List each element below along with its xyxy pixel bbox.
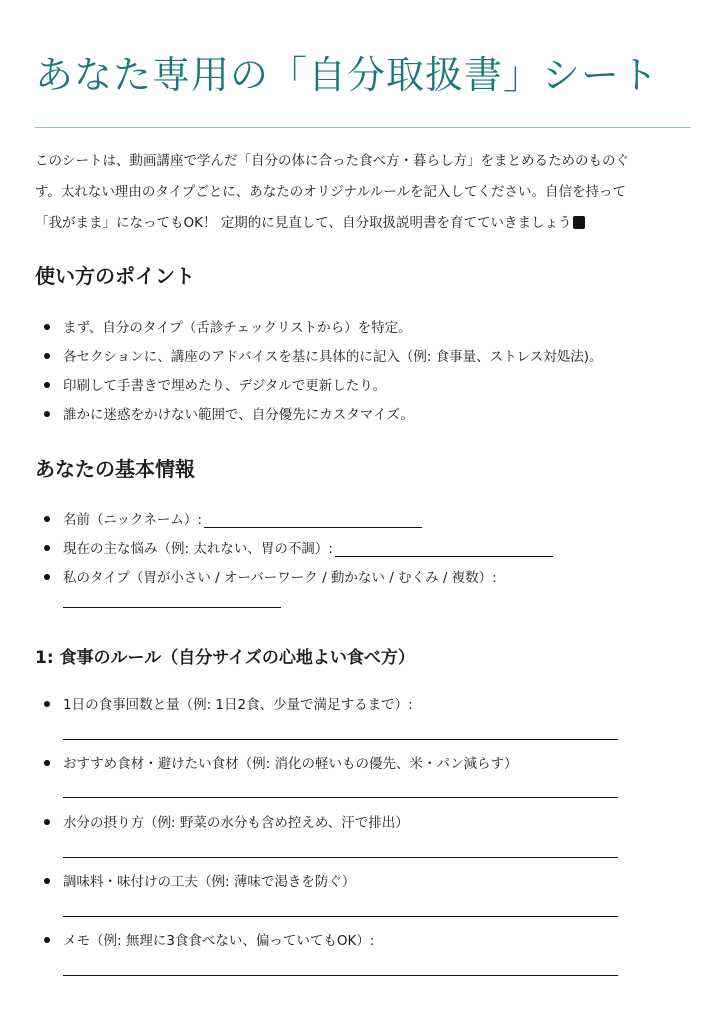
usage-item-1: まず、自分のタイプ（舌診チェックリストから）を特定。 xyxy=(44,316,684,345)
usage-heading: 使い方のポイント xyxy=(35,264,195,288)
basic-item-type xyxy=(44,566,684,616)
usage-item-2: 各セクションに、講座のアドバイスを基に具体的に記入（例: 食事量、ストレス対処法)。 xyxy=(44,345,684,374)
section1-item-4: 調味料・味付けの工夫（例: 薄味で渇きを防ぐ） xyxy=(44,870,684,929)
intro-paragraph xyxy=(35,146,695,239)
basic-item-concern xyxy=(44,537,684,566)
name-label: 名前（ニックネーム）: xyxy=(63,512,202,528)
intro-line-2: す。太れない理由のタイプごとに、あなたのオリジナルルールを記入してください。自信を持って xyxy=(35,184,626,200)
page-title: あなた専用の「自分取扱書」シート xyxy=(35,53,660,97)
usage-item-3: 印刷して手書きで埋めたり、デジタルで更新したり。 xyxy=(44,374,684,403)
name-blank-line[interactable] xyxy=(204,513,422,528)
section1-fill-line-4[interactable] xyxy=(63,916,618,917)
section1-fill-line-1[interactable] xyxy=(63,739,618,740)
usage-list xyxy=(44,316,684,432)
intro-line-3: 「我がまま」になってもOK！ 定期的に見直して、自分取扱説明書を育てていきましょう xyxy=(35,215,572,231)
intro-line-1: このシートは、動画講座で学んだ「自分の体に合った食べ方・暮らし方」をまとめるためのものぐ xyxy=(35,153,629,169)
basic-item-name xyxy=(44,508,684,537)
usage-item-4: 誰かに迷惑をかけない範囲で、自分優先にカスタマイズ。 xyxy=(44,403,684,432)
section1-fill-line-2[interactable] xyxy=(63,797,618,798)
type-label: 私のタイプ（胃が小さい / オーバーワーク / 動かない / むくみ / 複数）: xyxy=(63,570,497,586)
basic-info-list xyxy=(44,508,684,616)
type-blank-line[interactable] xyxy=(63,607,281,608)
section1-item-1: 1日の食事回数と量（例: 1日2食、少量で満足するまで）: xyxy=(44,693,684,752)
section1-item-3: 水分の摂り方（例: 野菜の水分も含め控えめ、汗で排出） xyxy=(44,811,684,870)
section1-heading: 1: 食事のルール（自分サイズの心地よい食べ方） xyxy=(35,648,415,668)
section1-fill-line-3[interactable] xyxy=(63,857,618,858)
section1-item-2: おすすめ食材・避けたい食材（例: 消化の軽いもの優先、米・パン減らす） xyxy=(44,752,684,811)
concern-label: 現在の主な悩み（例: 太れない、胃の不調）: xyxy=(63,541,333,557)
basic-info-heading: あなたの基本情報 xyxy=(35,457,195,481)
missing-glyph-icon xyxy=(573,216,585,229)
section1-list xyxy=(44,693,684,988)
concern-blank-line[interactable] xyxy=(335,542,553,557)
section1-fill-line-5[interactable] xyxy=(63,975,618,976)
section1-item-5: メモ（例: 無理に3食食べない、偏っていてもOK）: xyxy=(44,929,684,988)
title-divider xyxy=(35,127,691,128)
